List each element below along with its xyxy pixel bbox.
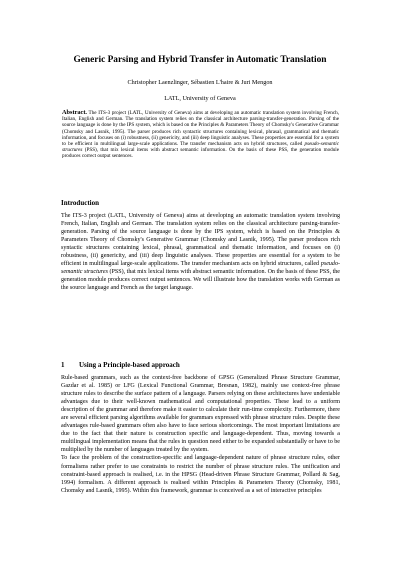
abstract-label: Abstract. [62, 109, 88, 116]
introduction-paragraph [61, 212, 340, 292]
introduction-text-b: (PSS), that mix lexical items with abstract semantic information. On the basis of these PSS, the generation module produces correct output sentences. We will illustrate how the translation works with German as the source language and French as the target language. [61, 269, 340, 292]
section1-paragraph-2: To face the problem of the construction-specific and language-dependent nature of phrase structure rules, other formalisms rather prefer to use constraints to restrict the number of phrase structure rules. The unification and constraint-based approach is realised, i.e. in the HPSG (Head-driven Phrase Structure Grammar, Pollard & Sag, 1994) formalism. A different approach is realised within Principles & Parameters Theory (Chomsky, 1981, Chomsky and Lasnik, 1995). Within this framework, grammar is conceived as a set of interactive principles [61, 455, 340, 494]
paper-title: Generic Parsing and Hybrid Transfer in Automatic Translation [73, 55, 327, 65]
section1-number: 1 [61, 361, 65, 369]
abstract-text-b: (PSS), that mix lexical items with abstract semantic information. On the basis of these PSS, the generation module produces correct output sentences. [62, 147, 339, 160]
abstract-text-a: The ITS-3 project (LATL, University of Geneva) aims at developing an automatic translation system involving French, Italian, English and German. The translation system relies on the classical architecture parsing-transfer-generation. Parsing of the source language is done by the IPS system, which is based on the Principles & Parameters Theory of Chomsky's Generative Grammar (Chomsky and Lasnik, 1995). The parser produces rich syntactic structures containing lexical, phrasal, grammatical and thematic information, and focuses on (i) robustness, (ii) genericity, and (iii) deep linguistic analyses. These properties are essential for a system to be efficient in multilingual large-scale applications. The transfer mechanism acts on hybrid structures, called [62, 110, 339, 148]
section1-title: Using a Principle-based approach [79, 361, 180, 369]
introduction-text-a: The ITS-3 project (LATL, University of Geneva) aims at developing an automatic translation system involving French, Italian, English and German. The translation system relies on the classical architecture parsing-transfer-generation. Parsing of the source language is done by the IPS system, which is based on the Principles & Parameters Theory of Chomsky's Generative Grammar (Chomsky and Lasnik, 1995). The parser produces rich syntactic structures containing lexical, phrasal, grammatical and thematic information, and focuses on (i) robustness, (ii) genericity, and (iii) deep linguistic analyses. These properties are essential for a system to be efficient in multilingual large-scale applications. The transfer mechanism acts on hybrid structures, called [61, 213, 340, 268]
paper-authors: Christopher Laenzlinger, Sébastien L'haire & Juri Mengon [127, 79, 273, 86]
introduction-heading: Introduction [61, 199, 99, 207]
section1-heading [61, 361, 180, 370]
section1-body [61, 374, 340, 560]
section1-paragraph-1: Rule-based grammars, such as the context-free backbone of GPSG (Generalized Phrase Structure Grammar, Gazdar et al. 1985) or LFG (Lexical Functional Grammar, Bresnan, 1982), mainly use context-free phrase structure rules to describe the surface pattern of a language. Parsers relying on these architectures have undeniable advantages due to their well-known mathematical and computational properties. These lead to a uniform description of the grammar and therefore make it easier to calculate their run-time complexity. Furthermore, there are several efficient parsing algorithms available for grammars expressed with phrase structure rules. Despite these advantages rule-based grammars often also have to face serious shortcomings. The most important limitations are due to the fact that their nature is construction specific and language-dependent. Thus, moving towards a multilingual implementation means that the rules in question need either to be expanded substantially or have to be multiplied by the number of languages treated by the system. [61, 375, 340, 454]
abstract [62, 110, 339, 160]
abstract-italic-term: pseudo-semantic structures [62, 141, 339, 154]
introduction-italic-term: pseudo-semantic structures [61, 261, 340, 276]
paper-affiliation: LATL, University of Geneva [164, 95, 236, 102]
